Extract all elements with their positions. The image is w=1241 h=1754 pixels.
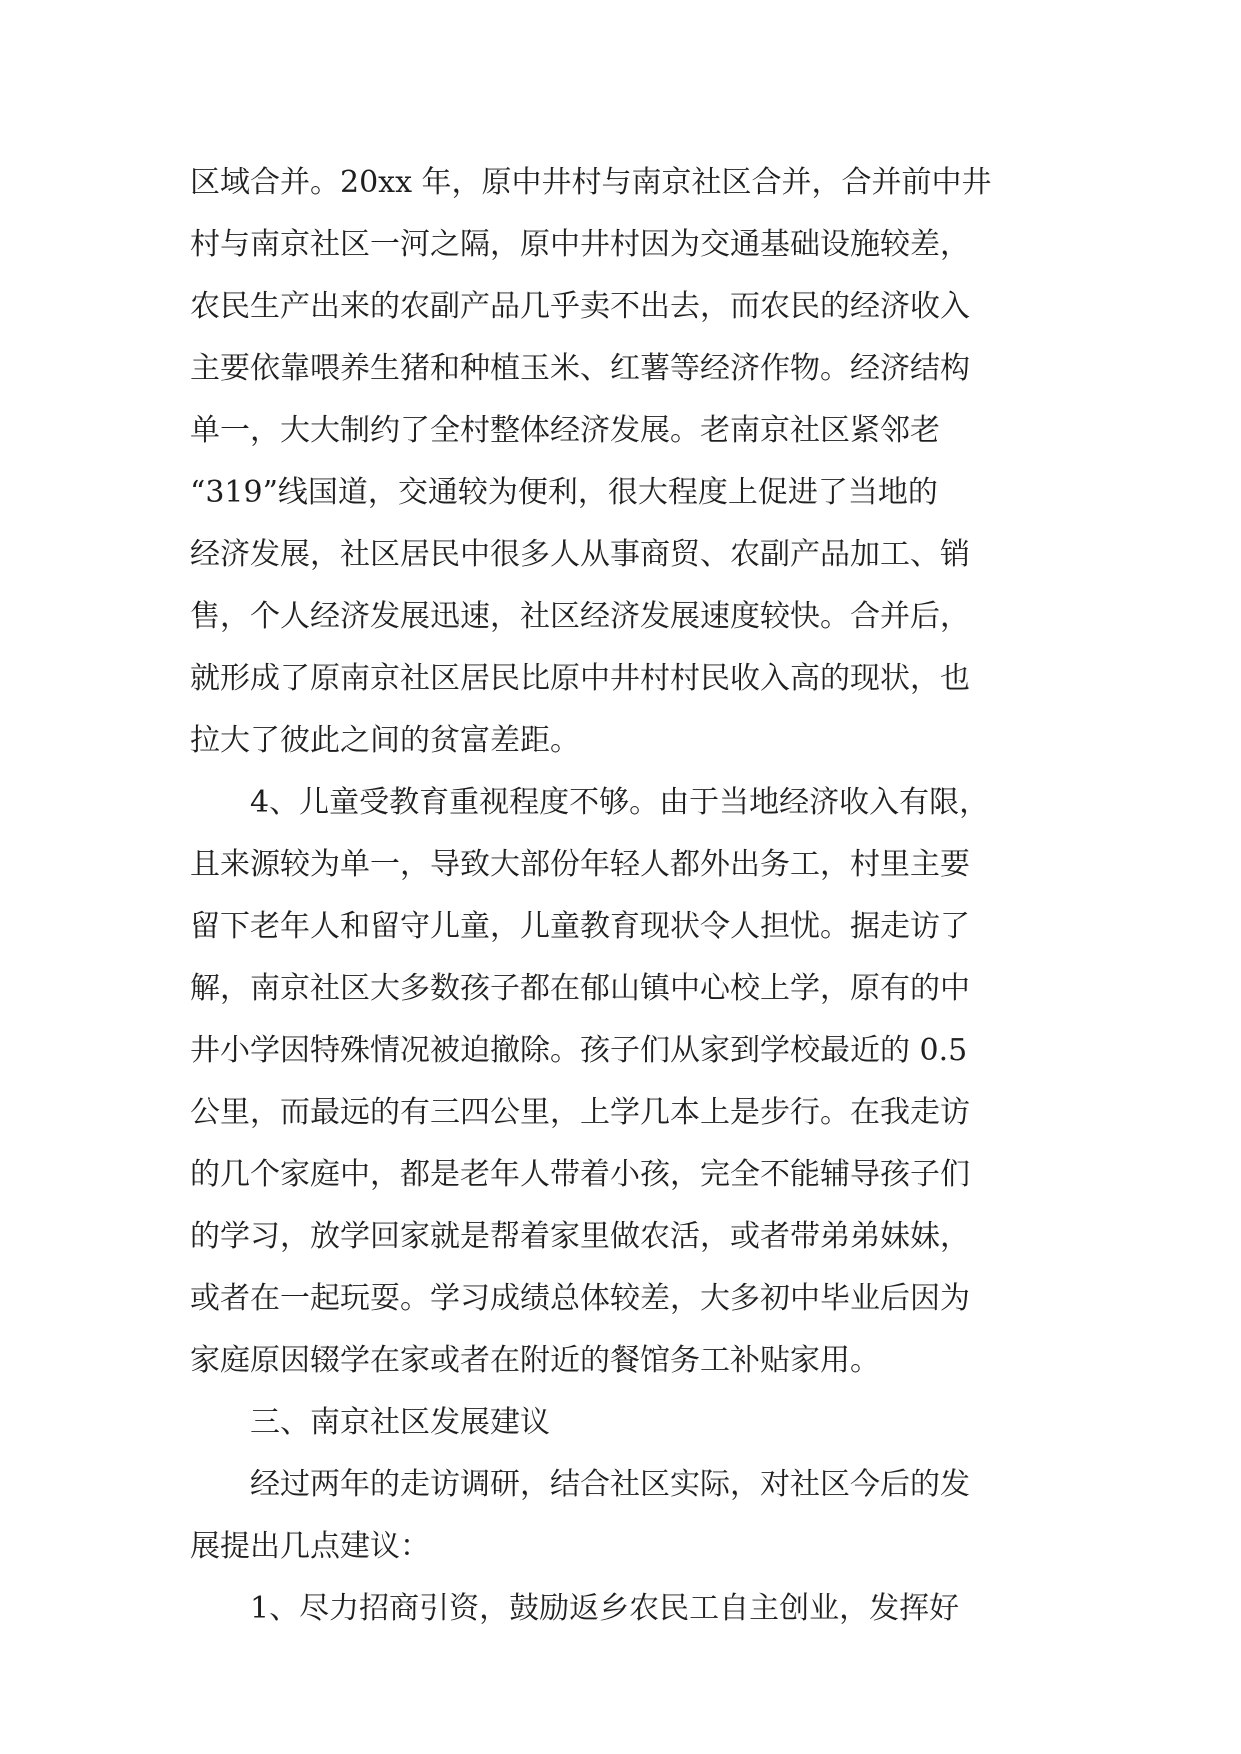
text-line: 或者在一起玩耍。学习成绩总体较差，大多初中毕业后因为	[190, 1281, 970, 1316]
text-line: 经过两年的走访调研，结合社区实际，对社区今后的发	[250, 1467, 970, 1502]
text-line: 公里，而最远的有三四公里，上学几本上是步行。在我走访	[190, 1095, 970, 1130]
paragraph-heading-1: 1、尽力招商引资，鼓励返乡农民工自主创业，发挥好	[250, 1591, 960, 1626]
text-line: 单一，大大制约了全村整体经济发展。老南京社区紧邻老	[190, 413, 940, 448]
text-line: “319”线国道，交通较为便利，很大程度上促进了当地的	[190, 475, 938, 510]
text-line: 农民生产出来的农副产品几乎卖不出去，而农民的经济收入	[190, 289, 970, 324]
text-line: 的学习，放学回家就是帮着家里做农活，或者带弟弟妹妹，	[190, 1219, 970, 1254]
text-line: 经济发展，社区居民中很多人从事商贸、农副产品加工、销	[190, 537, 970, 572]
text-line: 解，南京社区大多数孩子都在郁山镇中心校上学，原有的中	[190, 971, 970, 1006]
body-text	[190, 152, 1050, 1640]
text-line: 留下老年人和留守儿童，儿童教育现状令人担忧。据走访了	[190, 909, 970, 944]
text-line: 村与南京社区一河之隔，原中井村因为交通基础设施较差，	[190, 227, 970, 262]
text-line: 区域合并。20xx 年，原中井村与南京社区合并，合并前中井	[190, 165, 992, 200]
text-line: 主要依靠喂养生猪和种植玉米、红薯等经济作物。经济结构	[190, 351, 970, 386]
section-heading: 三、南京社区发展建议	[250, 1405, 550, 1440]
text-line: 就形成了原南京社区居民比原中井村村民收入高的现状，也	[190, 661, 970, 696]
text-line: 拉大了彼此之间的贫富差距。	[190, 723, 580, 758]
text-line: 售，个人经济发展迅速，社区经济发展速度较快。合并后，	[190, 599, 970, 634]
text-line: 家庭原因辍学在家或者在附近的餐馆务工补贴家用。	[190, 1343, 880, 1378]
text-line: 井小学因特殊情况被迫撤除。孩子们从家到学校最近的 0.5	[190, 1033, 968, 1068]
text-line: 且来源较为单一，导致大部份年轻人都外出务工，村里主要	[190, 847, 970, 882]
text-line: 展提出几点建议：	[190, 1529, 430, 1564]
paragraph-heading-4: 4、儿童受教育重视程度不够。由于当地经济收入有限，	[250, 785, 990, 820]
text-line: 的几个家庭中，都是老年人带着小孩，完全不能辅导孩子们	[190, 1157, 970, 1192]
